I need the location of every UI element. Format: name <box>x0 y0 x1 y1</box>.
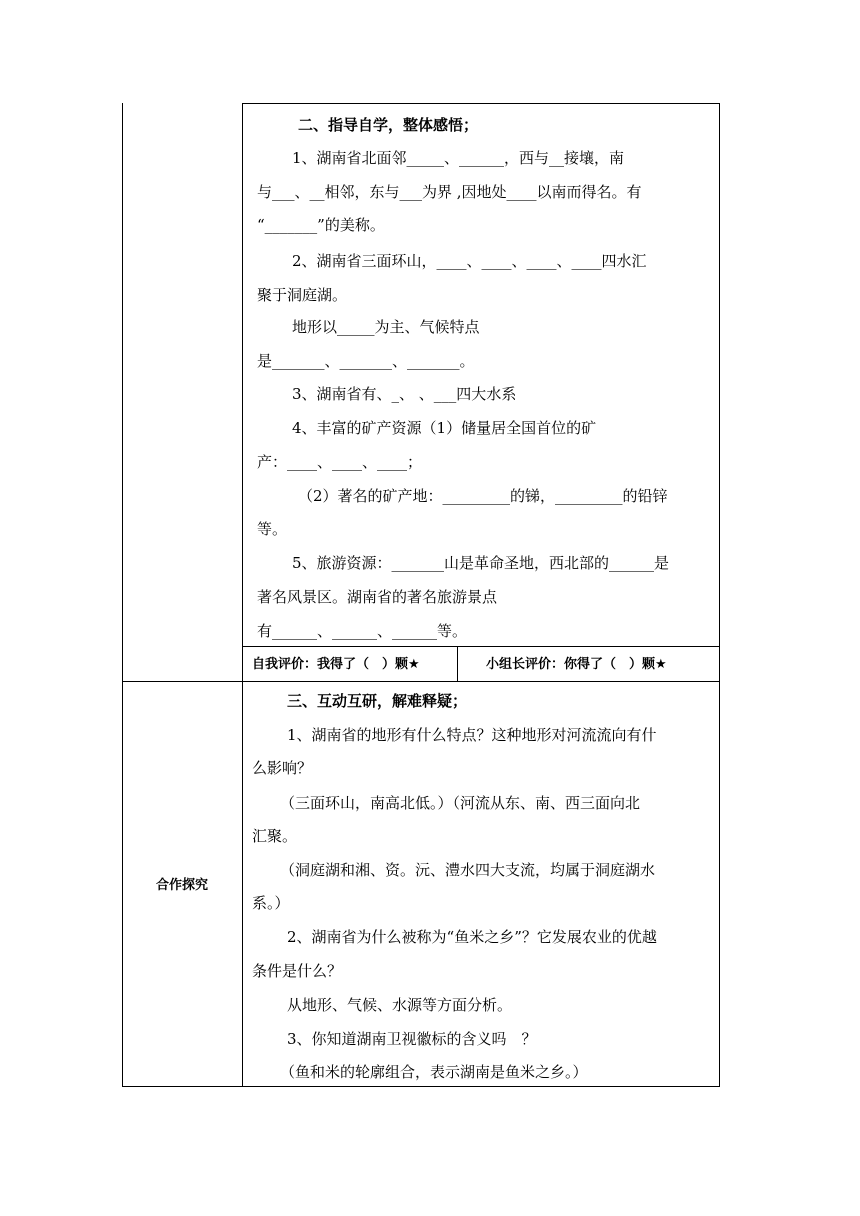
section2-line: 聚于洞庭湖。 <box>257 286 348 304</box>
section3-line: 么影响？ <box>252 759 313 777</box>
section3-line: 3、你知道湖南卫视徽标的含义吗 ？ <box>287 1030 537 1048</box>
section3-line: （鱼和米的轮廓组合，表示湖南是鱼米之乡。） <box>280 1063 588 1081</box>
section2-line: “_______”的美称。 <box>257 216 385 234</box>
section3-line: 从地形、气候、水源等方面分析。 <box>287 996 513 1014</box>
section3-line: 汇聚。 <box>252 827 298 845</box>
section2-line: 地形以_____为主、气候特点 <box>292 318 480 336</box>
section3-line: （三面环山，南高北低。）（河流从东、南、西三面向北 <box>280 794 641 812</box>
table-divider-col <box>242 103 243 1087</box>
section3-line: 系。） <box>252 894 290 912</box>
section2-line: （2）著名的矿产地：_________的锑，_________的铅锌 <box>298 487 668 505</box>
table-border-top <box>242 103 720 104</box>
section3-label: 合作探究 <box>156 878 209 893</box>
section2-line: 等。 <box>257 520 288 538</box>
section2-line: 是_______、_______、_______。 <box>257 352 475 370</box>
section2-line: 3、湖南省有、_、 、___四大水系 <box>292 385 517 403</box>
section2-line: 产：____、____、____； <box>257 453 423 471</box>
section2-line: 与___、__相邻，东与___为界 ,因地处____以南而得名。有 <box>257 183 642 201</box>
section2-line: 2、湖南省三面环山，____、____、____、____四水汇 <box>292 252 647 270</box>
leader-evaluation: 小组长评价：你得了（ ）颗★ <box>486 657 667 672</box>
table-border-right <box>719 103 720 1087</box>
eval-row-top <box>242 646 720 647</box>
section3-line: 1、湖南省的地形有什么特点？这种地形对河流流向有什 <box>287 726 657 744</box>
section2-line: 1、湖南省北面邻_____、______，西与__接壤，南 <box>292 149 625 167</box>
table-border-bottom <box>122 1086 720 1087</box>
section3-line: 2、湖南省为什么被称为“鱼米之乡”？它发展农业的优越 <box>287 928 657 946</box>
section2-line: 5、旅游资源：_______山是革命圣地，西北部的______是 <box>292 554 670 572</box>
section3-line: （洞庭湖和湘、资。沅、澧水四大支流，均属于洞庭湖水 <box>280 861 656 879</box>
eval-divider <box>457 646 458 682</box>
section3-title: 三、互动互研，解难释疑； <box>287 692 468 710</box>
section2-line: 有______、______、______等。 <box>257 622 468 640</box>
section2-title: 二、指导自学，整体感悟； <box>298 116 479 134</box>
row-separator <box>122 681 720 682</box>
section3-line: 条件是什么？ <box>252 962 343 980</box>
section2-line: 4、丰富的矿产资源（1）储量居全国首位的矿 <box>292 419 597 437</box>
self-evaluation: 自我评价：我得了（ ）颗★ <box>252 657 420 672</box>
table-border-left <box>122 103 123 1087</box>
section2-line: 著名风景区。湖南省的著名旅游景点 <box>257 588 498 606</box>
